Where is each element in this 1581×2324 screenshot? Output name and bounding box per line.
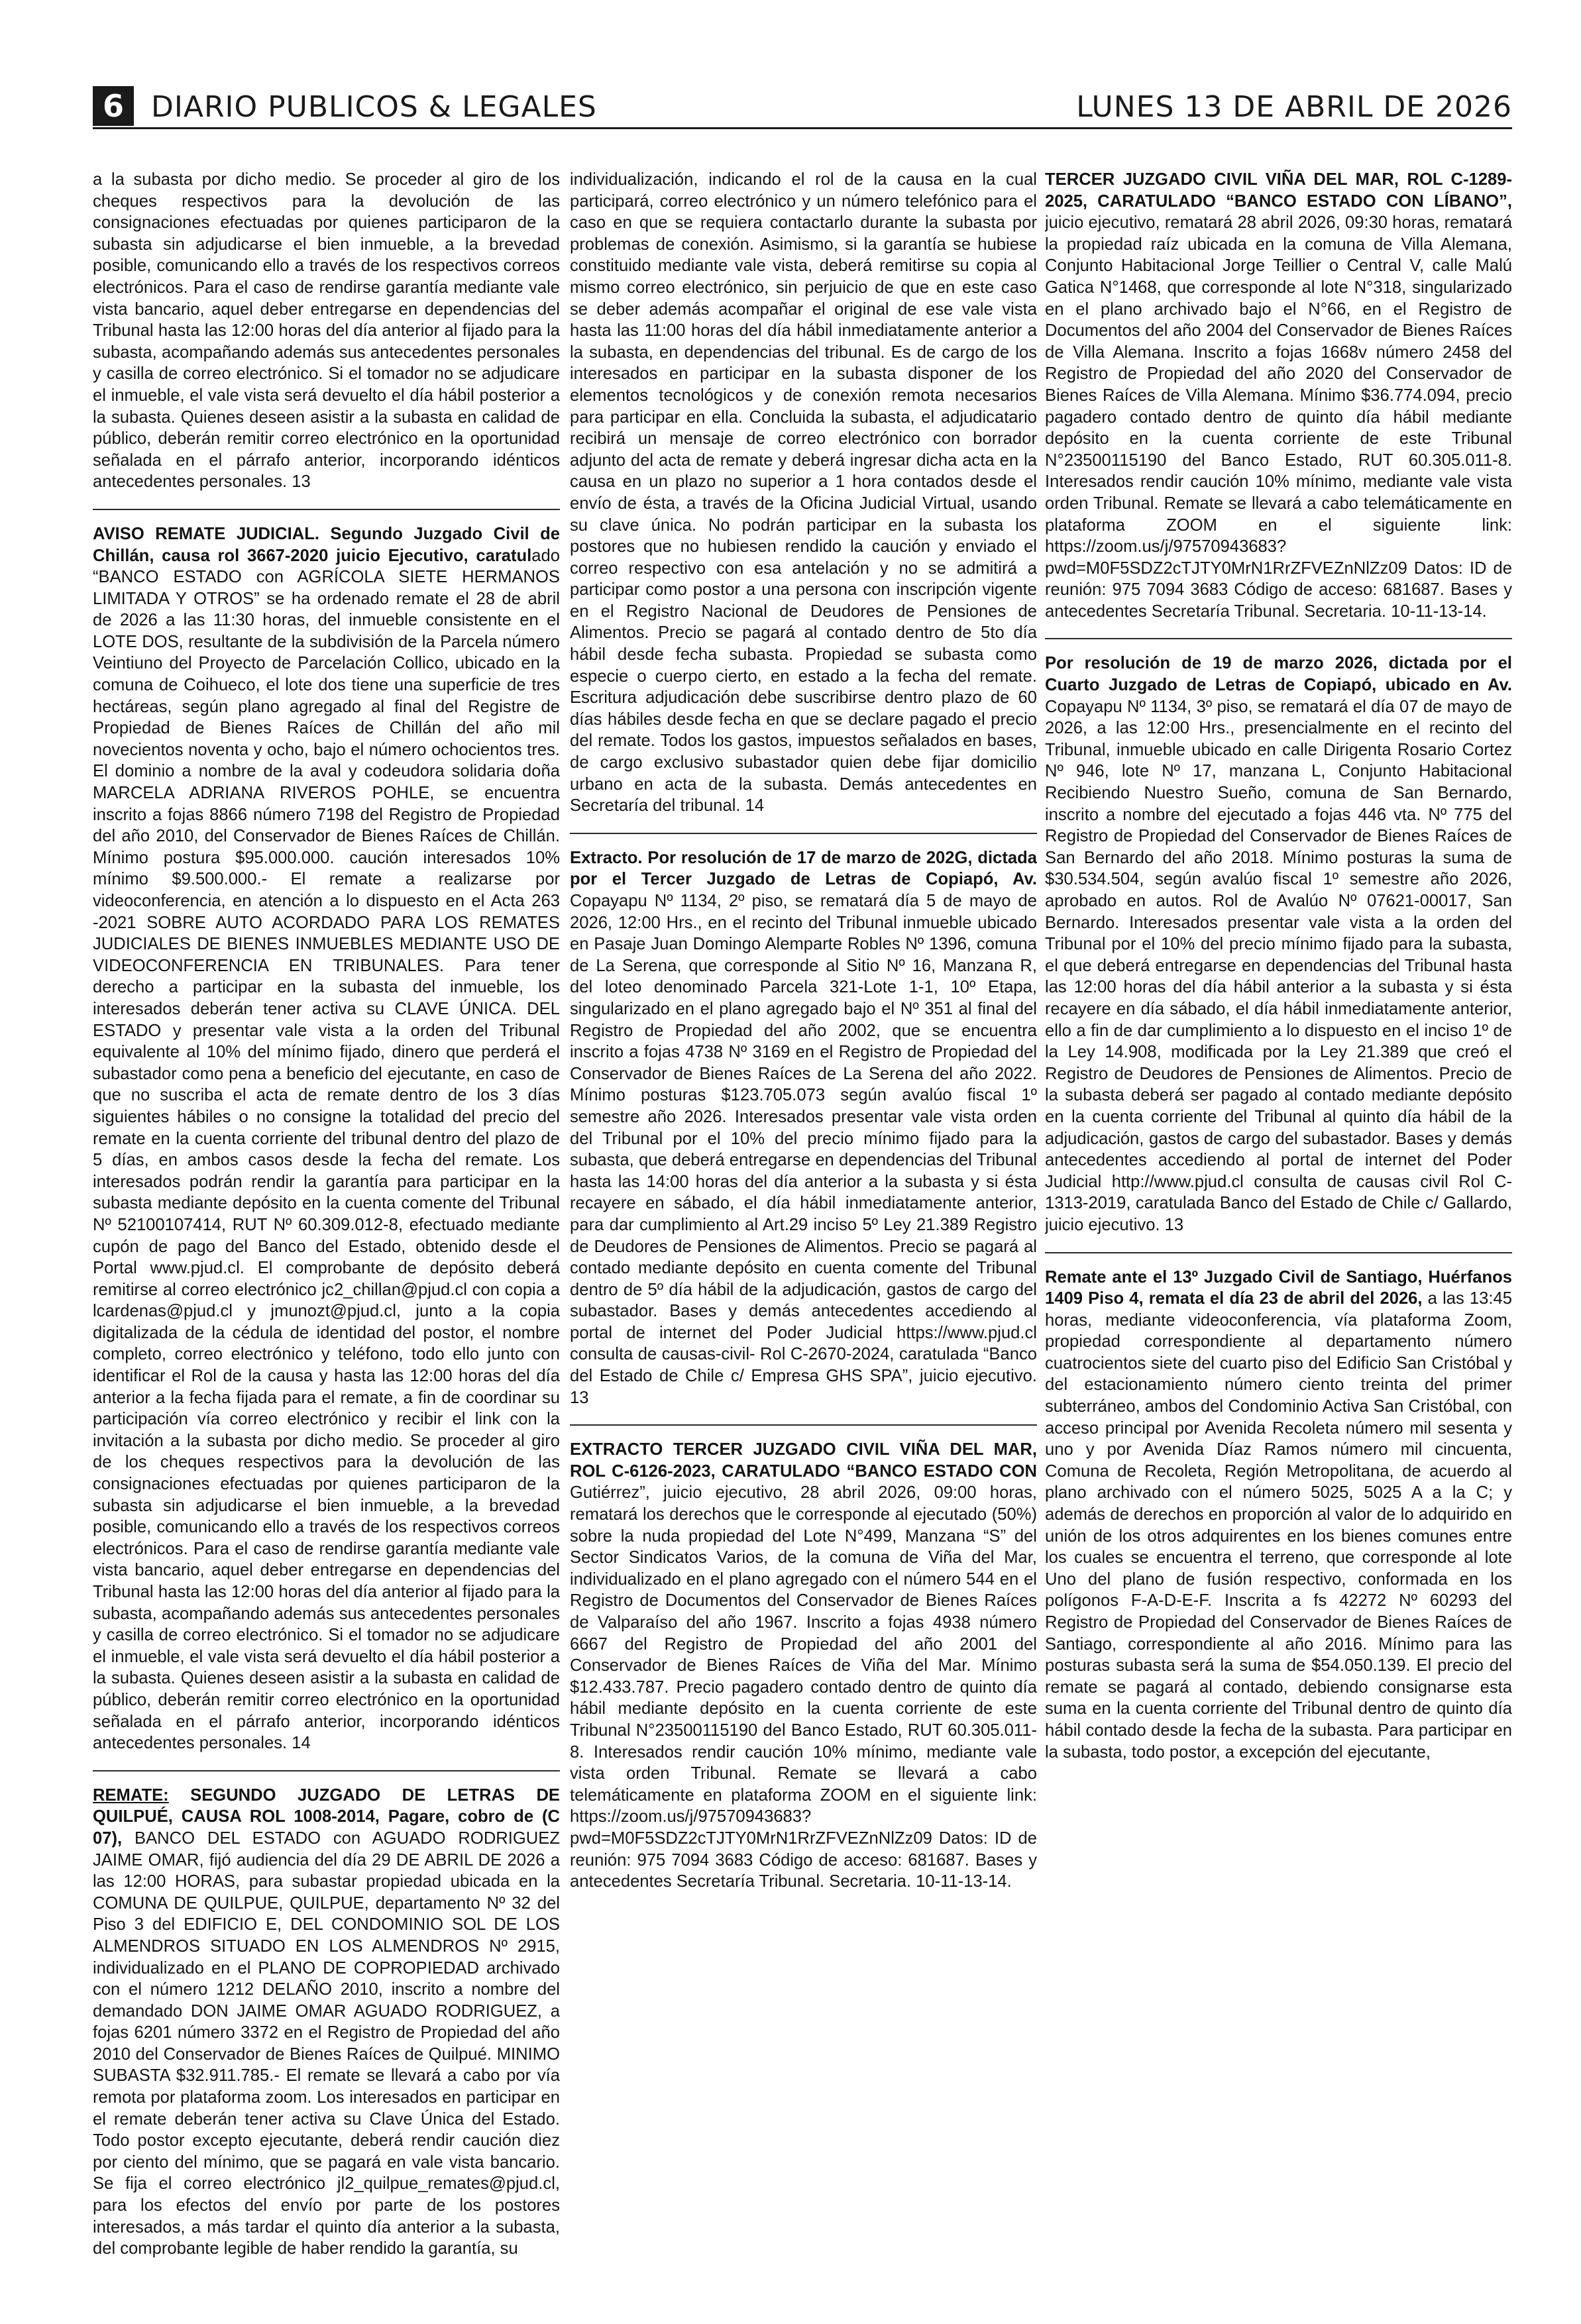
notice-continued — [93, 169, 560, 500]
notice-remate-chillan — [93, 523, 560, 1761]
notice-divider — [93, 509, 560, 510]
notice-extracto-copiapo — [570, 847, 1037, 1415]
notice-body: BANCO DEL ESTADO con AGUADO RODRIGUEZ JAIME OMAR, fijó audiencia del día 29 DE ABRIL DE 2026 a las 12:00 HORAS, para subastar propiedad ubicada en la COMUNA DE QUILPUE, QUILPUE, departamento Nº 32 del Piso 3 del EDIFICIO E, DEL CONDOMINIO SOL DE LOS ALMENDROS SITUADO EN LOS ALMENDROS Nº 2915, individualizado en el PLANO DE COPROPIEDAD archivado con el número 1212 DELAÑO 2010, inscrito a nombre del demandado DON JAIME OMAR AGUADO RODRIGUEZ, a fojas 6201 número 3372 en el Registro de Propiedad del año 2010 del Conservador de Bienes Raíces de Quilpué. MINIMO SUBASTA $32.911.785.- El remate se llevará a cabo por vía remota por plataforma zoom. Los interesados en participar en el remate deberán tener activa su Clave Única del Estado. Todo postor excepto ejecutante, deberá rendir caución diez por ciento del mínimo, que se pagará en vale vista bancario. Se fija el correo electrónico jl2_quilpue_remates@pjud.cl, para los efectos del envío por parte de los postores interesados, a más tardar el quinto día anterior a la subasta, del comprobante legible de haber rendido la garantía, su — [93, 1828, 560, 2258]
notice-heading: Remate ante el 13º Juzgado Civil de Santiago, Huérfanos 1409 Piso 4, remata el día 23 de abril del 2026, — [1045, 1267, 1512, 1308]
notice-extracto-vina-c6126 — [570, 1439, 1037, 1899]
notice-heading: AVISO REMATE JUDICIAL. Segundo Juzgado Civil de Chillán, causa rol 3667-2020 juicio Ejecutivo, caratul — [93, 524, 560, 565]
column-1 — [93, 169, 560, 2282]
notice-remate-quilpue — [93, 1785, 560, 2266]
page-number: 6 — [93, 86, 134, 126]
notice-santiago-13 — [1045, 1267, 1512, 1770]
notice-heading: Extracto. Por resolución de 17 de marzo de 202G, dictada por el Tercer Juzgado de Letras de Copiapó, Av. — [570, 848, 1037, 889]
column-3 — [1045, 169, 1512, 2282]
notice-divider — [570, 1424, 1037, 1426]
notice-body: Gutiérrez”, juicio ejecutivo, 28 abril 2026, 09:00 horas, rematará los derechos que le corresponde al ejecutado (50%) sobre la nuda propiedad del Lote N°499, Manzana “S” del Sector Sindicatos Varios, de la comuna de Viña del Mar, individualizado en el plano agregado con el número 544 en el Registro de Documentos del Conservador de Bienes Raíces de Valparaíso del año 1967. Inscrito a fojas 4938 número 6667 del Registro de Propiedad del año 2001 del Conservador de Bienes Raíces de Viña del Mar. Mínimo $12.433.787. Precio pagadero contado dentro de quinto día hábil mediante depósito en la cuenta corriente de este Tribunal N°23500115190 del Banco Estado, RUT 60.305.011-8. Interesados rendir caución 10% mínimo, mediante vale vista orden Tribunal. Remate se llevará a cabo telemáticamente en plataforma ZOOM en el siguiente link: https://zoom.us/j/97570943683?pwd=M0F5SDZ2cTJTY0MrN1RrZFVEZnNlZz09 Datos: ID de reunión: 975 7094 3683 Código de acceso: 681687. Bases y antecedentes Secretaría Tribunal. Secretaria. 10-11-13-14. — [570, 1483, 1037, 1891]
notice-divider — [1045, 1252, 1512, 1253]
publication-title: DIARIO PUBLICOS & LEGALES — [151, 90, 597, 124]
notice-divider — [1045, 638, 1512, 639]
notice-body: Copayapu Nº 1134, 2º piso, se rematará día 5 de mayo de 2026, 12:00 Hrs., en el recinto del Tribunal inmueble ubicado en Pasaje Juan Domingo Alemparte Robles Nº 1396, comuna de La Serena, que corresponde al Sitio Nº 16, Manzana R, del loteo denominado Parcela 321-Lote 1-1, 10º Etapa, singularizado en el plano agregado bajo el Nº 351 al final del Registro de Propiedad del año 2002, que se encuentra inscrito a fojas 4738 Nº 3169 en el Registro de Propiedad del Conservador de Bienes Raíces de La Serena del año 2022. Mínimo posturas $123.705.073 según avalúo fiscal 1º semestre año 2026. Interesados presentar vale vista orden del Tribunal por el 10% del precio mínimo fijado para la subasta, que deberá entregarse en dependencias del Tribunal hasta las 14:00 horas del día anterior a la subasta y si ésta recayere en sábado, el día hábil inmediatamente anterior, para dar cumplimiento al Art.29 inciso 5º Ley 21.389 Registro de Deudores de Pensiones de Alimentos. Precio se pagará al contado mediante depósito en cuenta comente del Tribunal dentro de 5º día hábil de la adjudicación, gastos de cargo del subastador. Bases y demás antecedentes accediendo al portal de internet del Poder Judicial https://www.pjud.cl consulta de causas-civil- Rol C-2670-2024, caratulada “Banco del Estado de Chile c/ Empresa GHS SPA”, juicio ejecutivo. 13 — [570, 892, 1037, 1407]
column-2 — [570, 169, 1037, 2282]
header-rule — [93, 127, 1512, 129]
notice-heading: TERCER JUZGADO CIVIL VIÑA DEL MAR, ROL C-1289-2025, CARATULADO “BANCO ESTADO CON LÍBANO”, — [1045, 170, 1512, 211]
notice-cuarto-copiapo — [1045, 653, 1512, 1242]
notice-body: a las 13:45 horas, mediante videoconferencia, vía plataforma Zoom, propiedad correspondiente al departamento número cuatrocientos siete del cuarto piso del Edificio San Cristóbal y del estacionamiento número ciento treinta del primer subterráneo, ambos del Condominio Activa San Cristóbal, con acceso principal por Avenida Recoleta número mil sesenta y uno y por Avenida Díaz Ramos número mil cincuenta, Comuna de Recoleta, Región Metropolitana, de acuerdo al plano archivado con el número 5025, 5025 A a la C; y además de derechos en proporción al valor de lo adquirido en unión de los otros adquirentes en los bienes comunes entre los cuales se encuentra el terreno, que corresponde al lote Uno del plano de fusión respectivo, conformada en los polígonos F-A-D-E-F. Inscrita a fs 42272 Nº 60293 del Registro de Propiedad del Conservador de Bienes Raíces de Santiago, correspondiente al año 2016. Mínimo para las posturas subasta será la suma de $54.050.139. El precio del remate se pagará al contado, debiendo consignarse esta suma en la cuenta corriente del Tribunal dentro de quinto día hábil contado desde la fecha de la subasta. Para participar en la subasta, todo postor, a excepción del ejecutante, — [1045, 1289, 1512, 1762]
notice-quilpue-continued — [570, 169, 1037, 823]
notice-body: a la subasta por dicho medio. Se proceder al giro de los cheques respectivos para la devolución de las consignaciones efectuadas por quienes participaron de la subasta sin adjudicarse el bien inmueble, a la brevedad posible, comunicando ello a través de los respectivos correos electrónicos. Para el caso de rendirse garantía mediante vale vista bancario, aquel deber entregarse en dependencias del Tribunal hasta las 12:00 horas del día anterior al fijado para la subasta, acompañando además sus antecedentes personales y casilla de correo electrónico. Si el tomador no se adjudicare el inmueble, el vale vista será devuelto el día hábil posterior a la subasta. Quienes deseen asistir a la subasta en calidad de público, deberán remitir correo electrónico en la oportunidad señalada en el párrafo anterior, incorporando idénticos antecedentes personales. 13 — [93, 170, 560, 492]
notice-body: Copayapu Nº 1134, 3º piso, se rematará el día 07 de mayo de 2026, a las 12:00 Hrs., presencialmente en el recinto del Tribunal, inmueble ubicado en calle Dirigenta Rosario Cortez Nº 946, lote Nº 17, manzana L, Conjunto Habitacional Recibiendo Nuestro Sueño, comuna de San Bernardo, inscrito a nombre del ejecutado a fojas 446 vta. Nº 775 del Registro de Propiedad del Conservador de Bienes Raíces de San Bernardo del año 2018. Mínimo posturas la suma de $30.534.504, según avalúo fiscal 1º semestre año 2026, aprobado en autos. Rol de Avalúo Nº 07621-00017, San Bernardo. Interesados presentar vale vista a la orden del Tribunal por el 10% del precio mínimo fijado para la subasta, el que deberá entregarse en dependencias del Tribunal hasta las 12:00 horas del día hábil anterior a la subasta y si ésta recayere en día sábado, el día hábil inmediatamente anterior, ello a fin de dar cumplimiento a lo dispuesto en el inciso 1º de la Ley 14.908, modificada por la Ley 21.389 que creó el Registro de Deudores de Pensiones de Alimentos. Precio de la subasta deberá ser pagado al contado mediante depósito en la cuenta corriente del Tribunal al quinto día hábil de la adjudicación, gastos de cargo del subastador. Bases y demás antecedentes accediendo al portal de internet del Poder Judicial http://www.pjud.cl consulta de causas civil Rol C-1313-2019, caratulada Banco del Estado de Chile c/ Gallardo, juicio ejecutivo. 13 — [1045, 697, 1512, 1234]
notice-heading: Por resolución de 19 de marzo 2026, dictada por el Cuarto Juzgado de Letras de Copiapó, ubicado en Av. — [1045, 654, 1512, 695]
notice-divider — [570, 833, 1037, 834]
notice-heading-label: REMATE: — [93, 1785, 169, 1805]
notice-body-continued: individualización, indicando el rol de la causa en la cual participará, correo electrónico y un número telefónico para el caso en que se requiera contactarlo durante la subasta por problemas de conexión. Asimismo, si la garantía se hubiese constituido mediante vale vista, deberá remitirse su copia al mismo correo electrónico, sin perjuicio de que en este caso se deber además acompañar el original de ese vale vista hasta las 11:00 horas del día hábil inmediatamente anterior a la subasta, en dependencias del tribunal. Es de cargo de los interesados en participar en la subasta disponer de los elementos tecnológicos y de conexión remota necesarios para participar en ella. Concluida la subasta, el adjudicatario recibirá un mensaje de correo electrónico con borrador adjunto del acta de remate y deberá ingresar dicha acta en la causa en un plazo no superior a 1 hora contados desde el envío de ésta, a través de la Oficina Judicial Virtual, usando su clave única. No podrán participar en la subasta los postores que no hubiesen rendido la caución y enviado el correo respectivo con esa antelación y no se admitirá a participar como postor a una persona con inscripción vigente en el Registro Nacional de Deudores de Pensiones de Alimentos. Precio se pagará al contado dentro de 5to día hábil desde fecha subasta. Propiedad se subasta como especie o cuerpo cierto, en estado a la fecha del remate. Escritura adjudicación debe suscribirse dentro plazo de 60 días hábiles desde fecha en que se declare pagado el precio del remate. Todos los gastos, impuestos señalados en bases, de cargo exclusivo subastador quien debe fijar domicilio urbano en acta de la subasta. Demás antecedentes en Secretaría del tribunal. 14 — [570, 170, 1037, 816]
page-header — [93, 86, 1512, 126]
notice-body: juicio ejecutivo, rematará 28 abril 2026, 09:30 horas, rematará la propiedad raíz ubicada en la comuna de Villa Alemana, Conjunto Habitacional Jorge Teillier o Central V, calle Malú Gatica N°1468, que corresponde al lote N°318, singularizado en el plano archivado bajo el N°66, en el Registro de Documentos del año 2004 del Conservador de Bienes Raíces de Villa Alemana. Inscrito a fojas 1668v número 2458 del Registro de Propiedad del año 2020 del Conservador de Bienes Raíces de Villa Alemana. Mínimo $36.774.094, precio pagadero contado dentro de quinto día hábil mediante depósito en la cuenta corriente de este Tribunal N°23500115190 del Banco Estado, RUT 60.305.011-8. Interesados rendir caución 10% mínimo, mediante vale vista orden Tribunal. Remate se llevará a cabo telemáticamente en plataforma ZOOM en el siguiente link: https://zoom.us/j/97570943683?pwd=M0F5SDZ2cTJTY0MrN1RrZFVEZnNlZz09 Datos: ID de reunión: 975 7094 3683 Código de acceso: 681687. Bases y antecedentes Secretaría Tribunal. Secretaria. 10-11-13-14. — [1045, 213, 1512, 621]
issue-date: LUNES 13 DE ABRIL DE 2026 — [1076, 90, 1512, 124]
notice-vina-c1289 — [1045, 169, 1512, 629]
notice-heading: EXTRACTO TERCER JUZGADO CIVIL VIÑA DEL MAR, ROL C-6126-2023, CARATULADO “BANCO ESTADO CON — [570, 1440, 1037, 1481]
notice-divider — [93, 1770, 560, 1771]
notice-heading: SEGUNDO JUZGADO DE LETRAS DE QUILPUÉ, CAUSA ROL 1008-2014, Pagare, cobro de (C 07), — [93, 1785, 560, 1848]
notice-body: ado “BANCO ESTADO con AGRÍCOLA SIETE HERMANOS LIMITADA Y OTROS” se ha ordenado remate el 28 de abril de 2026 a las 11:30 horas, del inmueble consistente en el LOTE DOS, resultante de la subdivisión de la Parcela número Veintiuno del Proyecto de Parcelación Collico, ubicado en la comuna de Coihueco, el lote dos tiene una superficie de tres hectáreas, según plano agregado al final del Registre de Propiedad de Bienes Raíces de Chillán del año mil novecientos noventa y ocho, bajo el número ochocientos tres. El dominio a nombre de la aval y codeudora solidaria doña MARCELA ADRIANA RIVEROS POHLE, se encuentra inscrito a fojas 8866 número 7198 del Registro de Propiedad del año 2010, del Conservador de Bienes Raíces de Chillán. Mínimo postura $95.000.000. caución interesados 10% mínimo $9.500.000.- El remate a realizarse por videoconferencia, en atención a lo dispuesto en el Acta 263 -2021 SOBRE AUTO ACORDADO PARA LOS REMATES JUDICIALES DE BIENES INMUEBLES MEDIANTE USO DE VIDEOCONFERENCIA EN TRIBUNALES. Para tener derecho a participar en la subasta del inmueble, los interesados deberán tener activa su CLAVE ÚNICA. DEL ESTADO y presentar vale vista a la orden del Tribunal equivalente al 10% del mínimo fijado, dinero que perderá el subastador como pena a beneficio del ejecutante, en caso de que no suscriba el acta de remate dentro de los 3 días siguientes hábiles o no consigne la totalidad del precio del remate en la cuenta corriente del tribunal dentro del plazo de 5 días, en ambos casos desde la fecha del remate. Los interesados podrán rendir la garantía para participar en la subasta mediante depósito en la cuenta comente del Tribunal Nº 52100107414, RUT Nº 60.309.012-8, efectuado mediante cupón de pago del Banco del Estado, obtenido desde el Portal www.pjud.cl. El comprobante de depósito deberá remitirse al correo electrónico jc2_chillan@pjud.cl con copia a lcardenas@pjud.cl y jmunozt@pjud.cl, junto a la copia digitalizada de la cédula de identidad del postor, el nombre completo, correo electrónico y teléfono, todo ello junto con identificar el Rol de la causa y hasta las 12:00 horas del día anterior a la fecha fijada para el remate, a fin de coordinar su participación vía correo electrónico y recibir el link con la invitación a la subasta por dicho medio. Se proceder al giro de los cheques respectivos para la devolución de las consignaciones efectuadas por quienes participaron de la subasta sin adjudicarse el bien inmueble, a la brevedad posible, comunicando ello a través de los respectivos correos electrónicos. Para el caso de rendirse garantía mediante vale vista bancario, aquel deber entregarse en dependencias del Tribunal hasta las 12:00 horas del día anterior al fijado para la subasta, acompañando además sus antecedentes personales y casilla de correo electrónico. Si el tomador no se adjudicare el inmueble, el vale vista será devuelto el día hábil posterior a la subasta. Quienes deseen asistir a la subasta en calidad de público, deberán remitir correo electrónico en la oportunidad señalada en el párrafo anterior, incorporando idénticos antecedentes personales. 14 — [93, 546, 560, 1753]
